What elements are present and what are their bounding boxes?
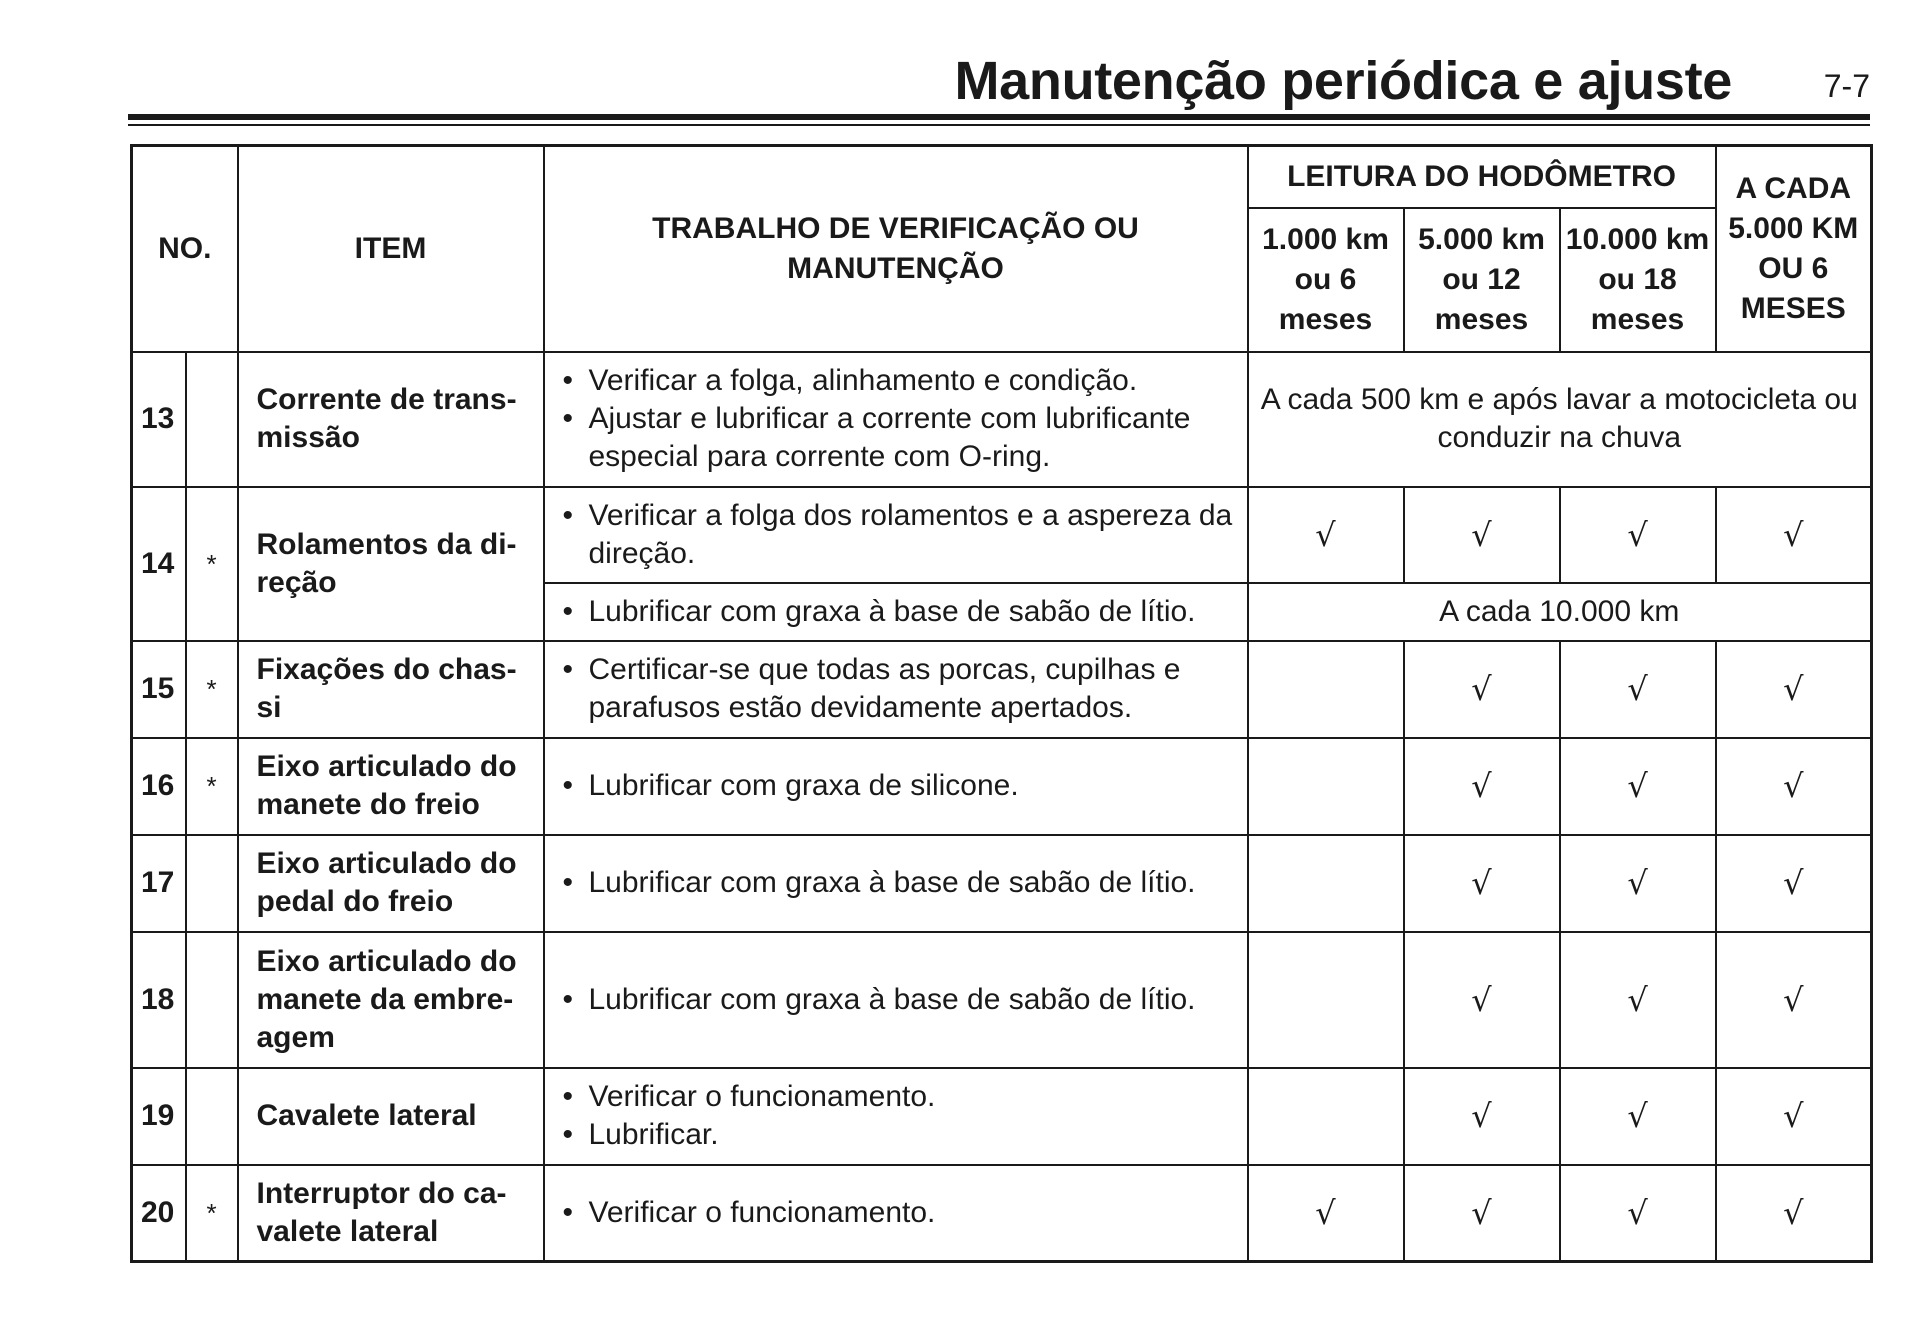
header-rule-thin [128,124,1870,126]
row-item: Eixo articulado do manete da embre-agem [238,932,544,1068]
row-star: * [186,738,238,835]
check-mark: √ [1716,835,1872,932]
row-task [544,641,1248,738]
check-mark: √ [1560,641,1716,738]
task-line: • Verificar o funcionamento. [563,1194,1239,1232]
page-header [128,44,1870,124]
maintenance-table [130,144,1873,1263]
task-line: • Verificar a folga, alinhamento e condição. [563,362,1239,400]
table-row [132,835,1872,932]
row-no: 19 [132,1068,186,1165]
check-mark: √ [1716,1165,1872,1262]
check-mark: √ [1716,1068,1872,1165]
row-star [186,1068,238,1165]
page-number: 7-7 [1823,68,1870,104]
row-no: 15 [132,641,186,738]
row-task [544,932,1248,1068]
row-no: 18 [132,932,186,1068]
page-title: Manutenção periódica e ajuste [954,51,1732,111]
check-mark: √ [1716,738,1872,835]
check-mark: √ [1716,487,1872,583]
check-mark: √ [1404,1165,1560,1262]
row-star: * [186,641,238,738]
row-item: Eixo articulado do manete do freio [238,738,544,835]
task-line: • Verificar o funcionamento. [563,1078,1239,1116]
header-rule-thick [128,114,1870,120]
task-line: • Lubrificar com graxa de silicone. [563,767,1239,805]
header-odometer-group: LEITURA DO HODÔMETRO [1248,146,1716,208]
row-item: Interruptor do ca-valete lateral [238,1165,544,1262]
row-task [544,352,1248,487]
empty-cell [1248,1068,1404,1165]
task-line: • Verificar a folga dos rolamentos e a aspereza da direção. [563,497,1239,573]
empty-cell [1248,641,1404,738]
check-mark: √ [1560,738,1716,835]
row-item: Eixo articulado do pedal do freio [238,835,544,932]
table-row [132,1068,1872,1165]
table-row [132,487,1872,583]
task-line: • Certificar-se que todas as porcas, cupilhas e parafusos estão devidamente apertados. [563,651,1239,727]
check-mark: √ [1404,738,1560,835]
row-star [186,835,238,932]
table-row [132,738,1872,835]
row-star [186,352,238,487]
check-mark: √ [1248,1165,1404,1262]
row-item: Fixações do chas-si [238,641,544,738]
interval-note: A cada 10.000 km [1248,583,1872,641]
header-task: TRABALHO DE VERIFICAÇÃO OU MANUTENÇÃO [544,146,1248,352]
table-row [132,352,1872,487]
row-task [544,1068,1248,1165]
row-no: 16 [132,738,186,835]
task-line: • Lubrificar com graxa à base de sabão de lítio. [563,593,1239,631]
check-mark: √ [1404,1068,1560,1165]
check-mark: √ [1248,487,1404,583]
header-no: NO. [132,146,238,352]
check-mark: √ [1560,1068,1716,1165]
row-item: Cavalete lateral [238,1068,544,1165]
check-mark: √ [1404,487,1560,583]
interval-note: A cada 500 km e após lavar a motocicleta ou conduzir na chuva [1248,352,1872,487]
check-mark: √ [1560,487,1716,583]
row-task [544,835,1248,932]
table-row [132,641,1872,738]
check-mark: √ [1716,641,1872,738]
header-odo-3: 10.000 km ou 18 meses [1560,208,1716,352]
header-item: ITEM [238,146,544,352]
task-line: • Ajustar e lubrificar a corrente com lubrificante especial para corrente com O-ring. [563,400,1239,476]
row-no: 20 [132,1165,186,1262]
check-mark: √ [1404,932,1560,1068]
header-odo-2: 5.000 km ou 12 meses [1404,208,1560,352]
row-star: * [186,1165,238,1262]
row-item: Rolamentos da di-reção [238,487,544,641]
check-mark: √ [1404,641,1560,738]
row-item: Corrente de trans-missão [238,352,544,487]
task-line: • Lubrificar com graxa à base de sabão de lítio. [563,981,1239,1019]
row-task [544,487,1248,583]
table-row [132,932,1872,1068]
check-mark: √ [1560,835,1716,932]
check-mark: √ [1560,932,1716,1068]
row-no: 13 [132,352,186,487]
row-task [544,738,1248,835]
header-every: A CADA 5.000 KM OU 6 MESES [1716,146,1872,352]
row-no: 14 [132,487,186,641]
row-star: * [186,487,238,641]
check-mark: √ [1404,835,1560,932]
row-no: 17 [132,835,186,932]
empty-cell [1248,932,1404,1068]
row-star [186,932,238,1068]
table-row [132,1165,1872,1262]
task-line: • Lubrificar com graxa à base de sabão de lítio. [563,864,1239,902]
empty-cell [1248,835,1404,932]
check-mark: √ [1716,932,1872,1068]
check-mark: √ [1560,1165,1716,1262]
row-task [544,1165,1248,1262]
header-odo-1: 1.000 km ou 6 meses [1248,208,1404,352]
empty-cell [1248,738,1404,835]
task-line: • Lubrificar. [563,1116,1239,1154]
row-task [544,583,1248,641]
